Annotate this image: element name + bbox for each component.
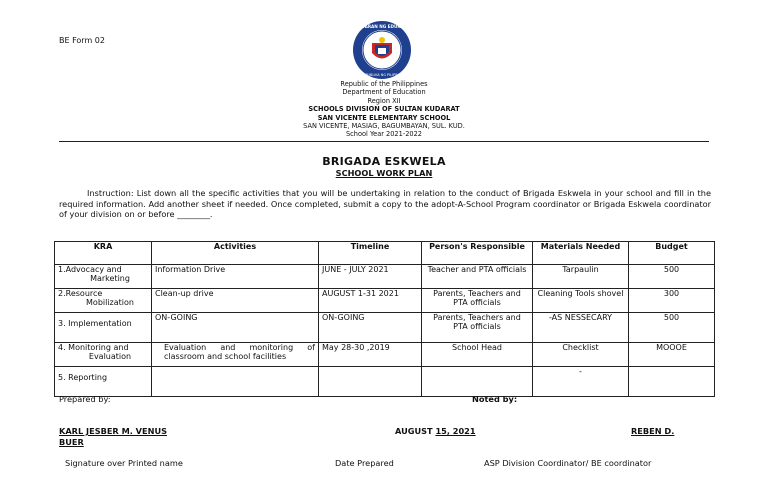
person-cell: School Head [422, 343, 533, 367]
materials-cell: - [533, 367, 629, 397]
kra-cell [55, 313, 152, 343]
seal-bottom-text: REPUBLIKA NG PILIPINAS [360, 73, 404, 77]
header-divider [59, 141, 709, 142]
person-cell: Parents, Teachers and PTA officials [422, 289, 533, 313]
date-prefix: AUGUST [395, 426, 436, 436]
division-line: SCHOOLS DIVISION OF SULTAN KUDARAT [308, 105, 460, 114]
preparer-name [59, 426, 167, 447]
materials-cell: -AS NESSECARY [533, 313, 629, 343]
header-materials: Materials Needed [533, 242, 629, 265]
kra-line: Marketing [90, 274, 130, 284]
budget-cell: MOOOE [629, 343, 715, 367]
work-plan-table [54, 241, 715, 397]
department-line: Department of Education [342, 88, 426, 97]
school-year-line: School Year 2021-2022 [346, 130, 422, 139]
budget-cell [629, 367, 715, 397]
country-line: Republic of the Philippines [340, 80, 428, 88]
instruction-paragraph: Instruction: List down all the specific activities that you will be undertaking in relation to the conduct of Brigada Eskwela in your school and fill in the required information. Add another sheet if needed. Once completed, submit a copy to the adopt-A-School Program coordinator or Brigada Eskwela coordinator of your division on or before ________. [59, 188, 711, 220]
preparer-name-line: KARL JESBER M. VENUS [59, 426, 168, 436]
form-number: BE Form 02 [59, 36, 105, 45]
preparer-name-line: BUER [59, 436, 84, 447]
person-cell: Teacher and PTA officials [422, 265, 533, 289]
header-timeline: Timeline [319, 242, 422, 265]
timeline-cell [319, 367, 422, 397]
timeline-cell: JUNE - JULY 2021 [319, 265, 422, 289]
address-line: SAN VICENTE, MASIAG, BAGUMBAYAN, SUL. KUD. [303, 122, 465, 131]
date-value: 15, 2021 [435, 426, 476, 436]
budget-cell: 500 [629, 265, 715, 289]
person-cell: Parents, Teachers and PTA officials [422, 313, 533, 343]
school-line: SAN VICENTE ELEMENTARY SCHOOL [317, 113, 451, 122]
kra-line: 5. Reporting [58, 373, 108, 382]
kra-line: 1.Advocacy and [58, 265, 122, 274]
kra-cell [55, 289, 152, 313]
kra-cell [55, 265, 152, 289]
header-budget: Budget [629, 242, 715, 265]
table-row [55, 289, 715, 313]
activity-cell: Information Drive [152, 265, 319, 289]
timeline-cell: ON-GOING [319, 313, 422, 343]
kra-line: 2.Resource [58, 289, 103, 298]
table-row [55, 265, 715, 289]
activity-cell [152, 367, 319, 397]
table-row [55, 367, 715, 397]
prepared-by-label: Prepared by: [59, 394, 111, 404]
kra-cell [55, 367, 152, 397]
activity-cell: Evaluation and monitoring of classroom and school facilities [152, 343, 319, 367]
date-caption: Date Prepared [335, 458, 394, 468]
table-row [55, 313, 715, 343]
header-person: Person's Responsible [422, 242, 533, 265]
table-row [55, 343, 715, 367]
signature-caption: Signature over Printed name [65, 458, 183, 468]
region-line: Region XII [367, 96, 401, 105]
materials-cell: Cleaning Tools shovel [533, 289, 629, 313]
kra-line: Evaluation [88, 352, 132, 362]
budget-cell: 300 [629, 289, 715, 313]
activity-cell: ON-GOING [152, 313, 319, 343]
kra-cell [55, 343, 152, 367]
letterhead [0, 80, 768, 139]
table-header-row [55, 242, 715, 265]
timeline-cell: AUGUST 1-31 2021 [319, 289, 422, 313]
materials-cell: Tarpaulin [533, 265, 629, 289]
seal-ring-text: KAGAWARAN NG EDUKASYON [347, 24, 417, 29]
date-prepared-value [395, 426, 476, 436]
header-activities: Activities [152, 242, 319, 265]
activity-cell: Clean-up drive [152, 289, 319, 313]
header-kra: KRA [55, 242, 152, 265]
budget-cell: 500 [629, 313, 715, 343]
timeline-cell: May 28-30 ,2019 [319, 343, 422, 367]
kra-line: Mobilization [86, 298, 134, 308]
kra-line: 3. Implementation [58, 319, 132, 328]
kra-line: 4. Monitoring and [58, 343, 129, 352]
page-subtitle: SCHOOL WORK PLAN [335, 168, 433, 178]
deped-seal-icon [347, 20, 417, 80]
person-cell [422, 367, 533, 397]
noter-name: REBEN D. [631, 426, 675, 436]
page-title: BRIGADA ESKWELA [322, 155, 446, 168]
materials-cell: Checklist [533, 343, 629, 367]
coordinator-caption: ASP Division Coordinator/ BE coordinator [484, 458, 652, 468]
noted-by-label: Noted by: [472, 394, 518, 404]
